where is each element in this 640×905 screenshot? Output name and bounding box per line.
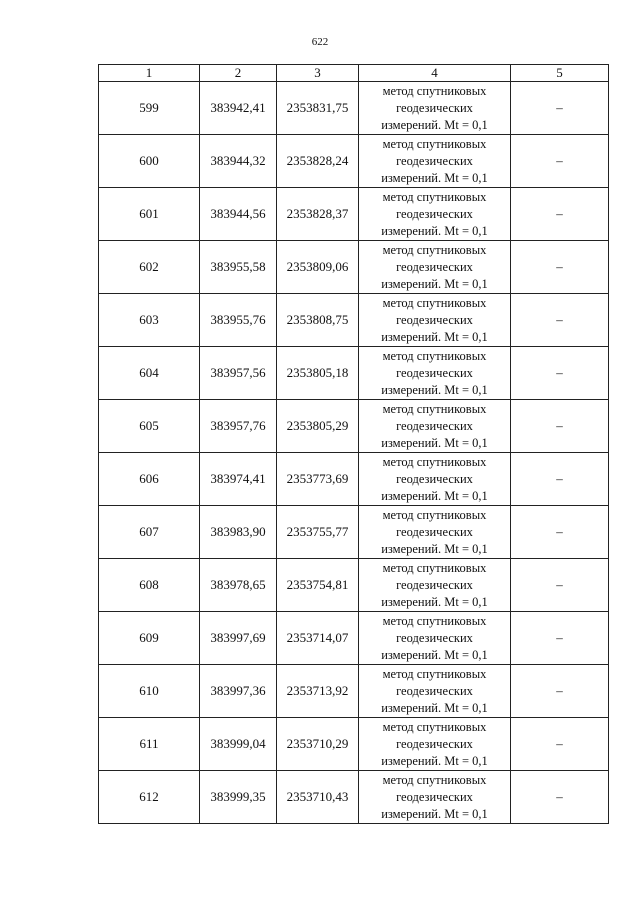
method-description <box>359 400 511 453</box>
coordinate-y: 2353828,37 <box>277 188 359 241</box>
method-line: измерений. Mt = 0,1 <box>381 488 488 503</box>
coordinate-x: 383974,41 <box>200 453 277 506</box>
coordinate-y: 2353809,06 <box>277 241 359 294</box>
point-number: 607 <box>99 506 200 559</box>
method-line: метод спутниковых <box>382 348 487 363</box>
column-5-value: – <box>511 241 609 294</box>
column-5-value: – <box>511 506 609 559</box>
table-row <box>99 400 609 453</box>
method-line: геодезических <box>396 259 473 274</box>
method-description <box>359 294 511 347</box>
column-5-value: – <box>511 718 609 771</box>
method-line: измерений. Mt = 0,1 <box>381 170 488 185</box>
method-line: метод спутниковых <box>382 83 487 98</box>
method-line: измерений. Mt = 0,1 <box>381 806 488 821</box>
column-5-value: – <box>511 453 609 506</box>
column-5-value: – <box>511 294 609 347</box>
table-body <box>99 82 609 824</box>
column-5-value: – <box>511 559 609 612</box>
point-number: 601 <box>99 188 200 241</box>
method-description <box>359 506 511 559</box>
coordinate-x: 383944,32 <box>200 135 277 188</box>
table-row <box>99 135 609 188</box>
coordinate-y: 2353710,29 <box>277 718 359 771</box>
method-line: геодезических <box>396 577 473 592</box>
method-line: метод спутниковых <box>382 613 487 628</box>
point-number: 608 <box>99 559 200 612</box>
table-row <box>99 241 609 294</box>
coordinate-y: 2353828,24 <box>277 135 359 188</box>
table-row <box>99 612 609 665</box>
method-line: метод спутниковых <box>382 242 487 257</box>
method-line: геодезических <box>396 206 473 221</box>
coordinate-x: 383955,58 <box>200 241 277 294</box>
coordinate-x: 383944,56 <box>200 188 277 241</box>
point-number: 603 <box>99 294 200 347</box>
table-row <box>99 559 609 612</box>
method-line: измерений. Mt = 0,1 <box>381 753 488 768</box>
column-header: 2 <box>200 65 277 82</box>
coordinate-x: 383955,76 <box>200 294 277 347</box>
table-row <box>99 82 609 135</box>
coordinate-x: 383999,35 <box>200 771 277 824</box>
coordinate-x: 383999,04 <box>200 718 277 771</box>
method-description <box>359 453 511 506</box>
coordinate-x: 383957,76 <box>200 400 277 453</box>
point-number: 606 <box>99 453 200 506</box>
table-row <box>99 294 609 347</box>
coordinate-y: 2353805,18 <box>277 347 359 400</box>
table-header-row <box>99 65 609 82</box>
point-number: 604 <box>99 347 200 400</box>
method-line: измерений. Mt = 0,1 <box>381 223 488 238</box>
coordinate-x: 383997,69 <box>200 612 277 665</box>
method-line: геодезических <box>396 418 473 433</box>
method-line: метод спутниковых <box>382 560 487 575</box>
coordinate-y: 2353713,92 <box>277 665 359 718</box>
method-line: измерений. Mt = 0,1 <box>381 594 488 609</box>
method-description <box>359 559 511 612</box>
coordinate-y: 2353714,07 <box>277 612 359 665</box>
point-number: 599 <box>99 82 200 135</box>
page-number: 622 <box>311 36 329 48</box>
coordinate-y: 2353805,29 <box>277 400 359 453</box>
method-line: измерений. Mt = 0,1 <box>381 117 488 132</box>
table-row <box>99 453 609 506</box>
method-line: метод спутниковых <box>382 507 487 522</box>
method-line: геодезических <box>396 365 473 380</box>
column-5-value: – <box>511 612 609 665</box>
point-number: 609 <box>99 612 200 665</box>
method-line: геодезических <box>396 736 473 751</box>
point-number: 605 <box>99 400 200 453</box>
method-line: геодезических <box>396 100 473 115</box>
method-line: измерений. Mt = 0,1 <box>381 382 488 397</box>
method-line: геодезических <box>396 630 473 645</box>
table-row <box>99 771 609 824</box>
method-line: измерений. Mt = 0,1 <box>381 700 488 715</box>
method-description <box>359 612 511 665</box>
column-5-value: – <box>511 771 609 824</box>
column-header: 3 <box>277 65 359 82</box>
column-5-value: – <box>511 400 609 453</box>
point-number: 602 <box>99 241 200 294</box>
method-line: метод спутниковых <box>382 772 487 787</box>
method-line: геодезических <box>396 471 473 486</box>
column-5-value: – <box>511 135 609 188</box>
method-line: метод спутниковых <box>382 295 487 310</box>
method-line: метод спутниковых <box>382 189 487 204</box>
method-line: геодезических <box>396 312 473 327</box>
point-number: 600 <box>99 135 200 188</box>
method-line: метод спутниковых <box>382 719 487 734</box>
column-header: 1 <box>99 65 200 82</box>
method-description <box>359 82 511 135</box>
coordinate-x: 383983,90 <box>200 506 277 559</box>
method-description <box>359 771 511 824</box>
table-row <box>99 506 609 559</box>
point-number: 612 <box>99 771 200 824</box>
coordinate-x: 383957,56 <box>200 347 277 400</box>
method-line: геодезических <box>396 524 473 539</box>
column-5-value: – <box>511 347 609 400</box>
table-row <box>99 188 609 241</box>
method-description <box>359 188 511 241</box>
method-line: метод спутниковых <box>382 136 487 151</box>
method-line: измерений. Mt = 0,1 <box>381 647 488 662</box>
column-5-value: – <box>511 665 609 718</box>
table-row <box>99 718 609 771</box>
method-description <box>359 665 511 718</box>
coordinate-y: 2353755,77 <box>277 506 359 559</box>
method-description <box>359 241 511 294</box>
method-line: метод спутниковых <box>382 401 487 416</box>
method-line: геодезических <box>396 683 473 698</box>
method-line: измерений. Mt = 0,1 <box>381 541 488 556</box>
coordinate-y: 2353710,43 <box>277 771 359 824</box>
method-line: измерений. Mt = 0,1 <box>381 276 488 291</box>
coordinates-table <box>98 64 609 824</box>
coordinate-y: 2353808,75 <box>277 294 359 347</box>
table-row <box>99 347 609 400</box>
point-number: 611 <box>99 718 200 771</box>
method-description <box>359 135 511 188</box>
method-line: измерений. Mt = 0,1 <box>381 435 488 450</box>
method-line: метод спутниковых <box>382 454 487 469</box>
coordinate-x: 383978,65 <box>200 559 277 612</box>
coordinate-y: 2353831,75 <box>277 82 359 135</box>
table-row <box>99 665 609 718</box>
coordinate-y: 2353754,81 <box>277 559 359 612</box>
method-line: измерений. Mt = 0,1 <box>381 329 488 344</box>
coordinate-x: 383997,36 <box>200 665 277 718</box>
column-5-value: – <box>511 82 609 135</box>
column-header: 4 <box>359 65 511 82</box>
column-header: 5 <box>511 65 609 82</box>
column-5-value: – <box>511 188 609 241</box>
point-number: 610 <box>99 665 200 718</box>
method-description <box>359 347 511 400</box>
method-line: метод спутниковых <box>382 666 487 681</box>
method-line: геодезических <box>396 789 473 804</box>
coordinate-x: 383942,41 <box>200 82 277 135</box>
coordinate-y: 2353773,69 <box>277 453 359 506</box>
method-line: геодезических <box>396 153 473 168</box>
method-description <box>359 718 511 771</box>
